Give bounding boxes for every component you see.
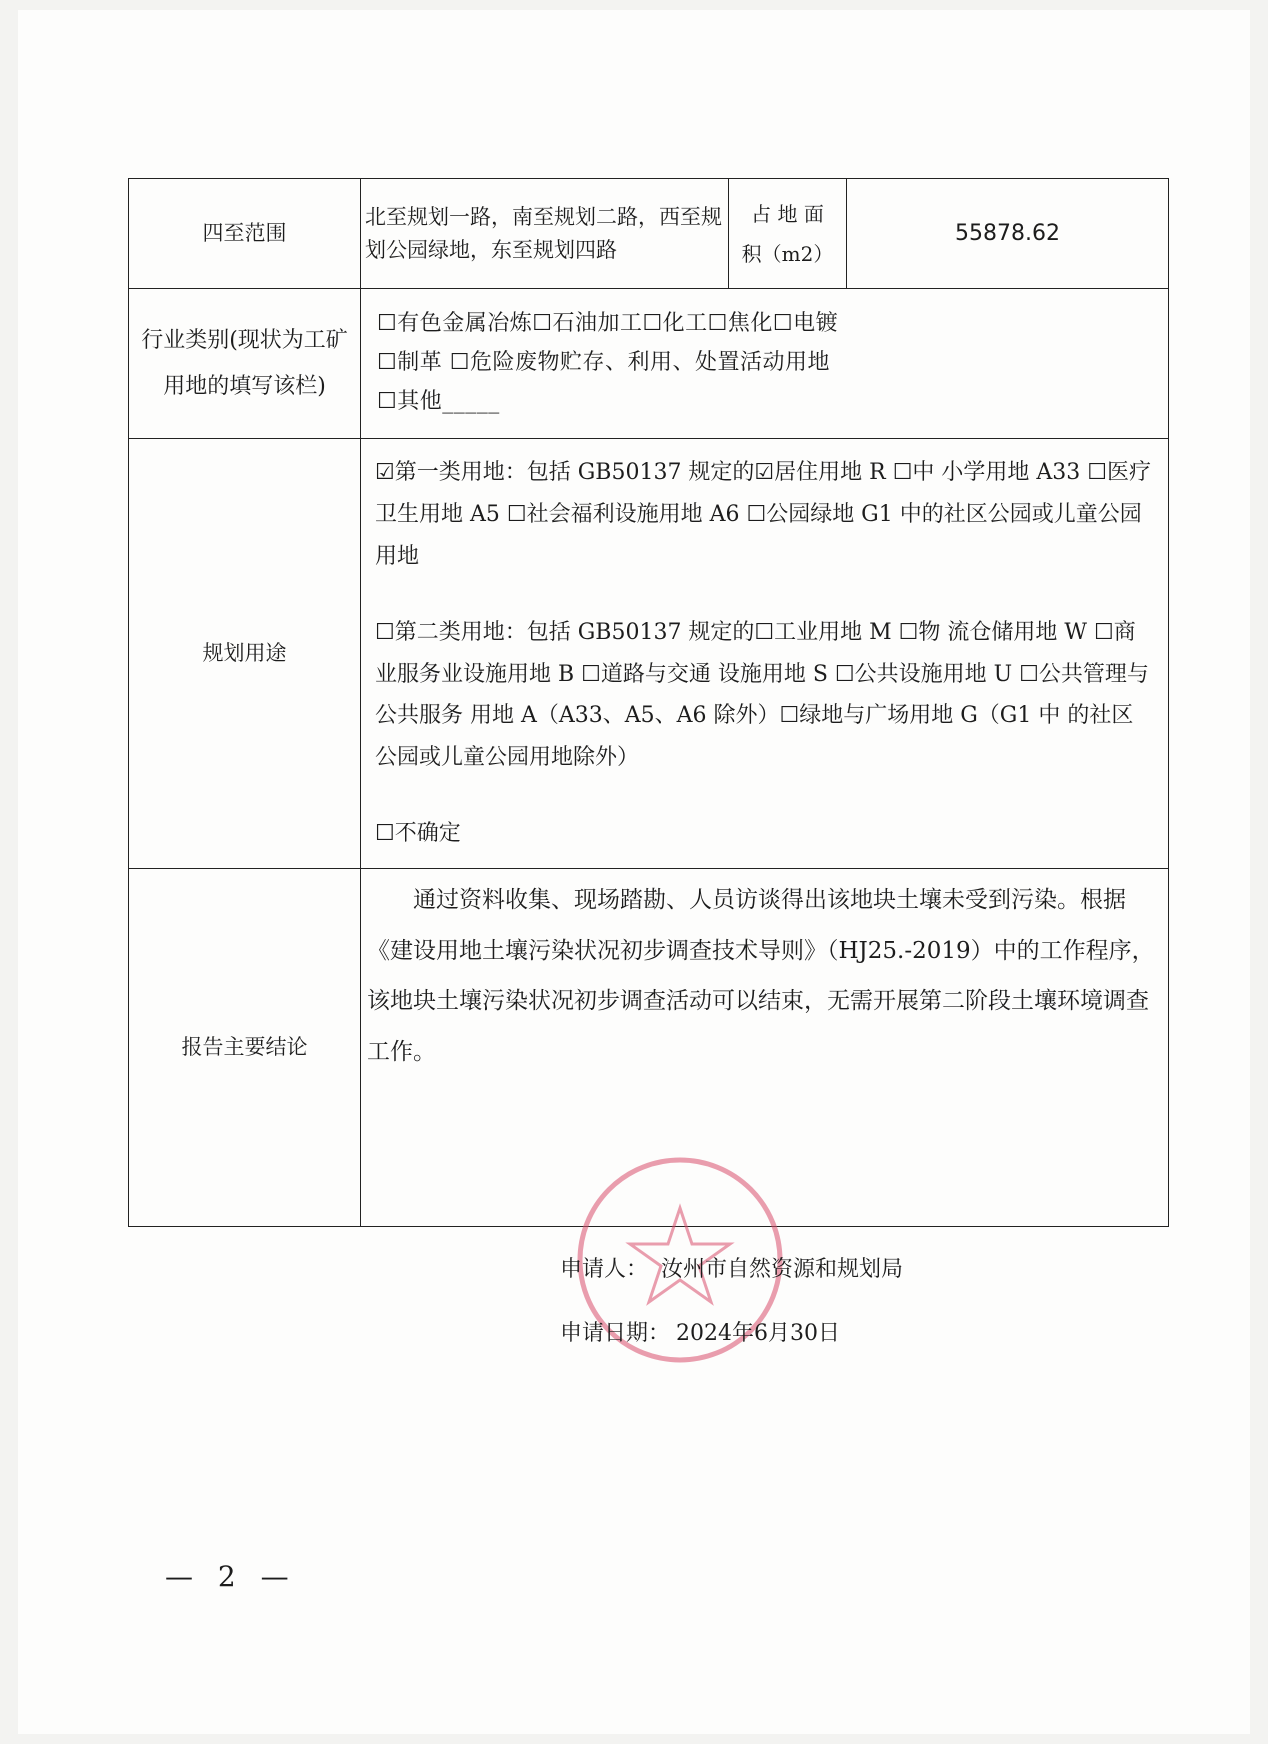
planning-options bbox=[361, 439, 1169, 869]
boundary-row bbox=[129, 179, 1169, 289]
industry-options bbox=[361, 289, 1169, 439]
planning-row bbox=[129, 439, 1169, 869]
industry-line-3: ☐其他_____ bbox=[377, 389, 500, 415]
industry-line-1: ☐有色金属冶炼☐石油加工☐化工☐焦化☐电镀 bbox=[377, 310, 839, 336]
industry-row bbox=[129, 289, 1169, 439]
planning-class-1: ☑第一类用地：包括 GB50137 规定的☑居住用地 R ☐中 小学用地 A33 ☐医疗卫生用地 A5 ☐社会福利设施用地 A6 ☐公园绿地 G1 中的社区公园或儿童公园用地 bbox=[375, 460, 1152, 569]
planning-uncertain: ☐不确定 bbox=[375, 820, 461, 846]
boundary-text: 北至规划一路，南至规划二路，西至规划公园绿地，东至规划四路 bbox=[361, 179, 729, 289]
planning-label: 规划用途 bbox=[129, 439, 361, 869]
industry-line-2: ☐制革 ☐危险废物贮存、利用、处置活动用地 bbox=[377, 349, 830, 375]
applicant-line bbox=[560, 1252, 909, 1283]
industry-label: 行业类别(现状为工矿用地的填写该栏) bbox=[129, 289, 361, 439]
planning-class-2: ☐第二类用地：包括 GB50137 规定的☐工业用地 M ☐物 流仓储用地 W ☐商业服务业设施用地 B ☐道路与交通 设施用地 S ☐公共设施用地 U ☐公共管理与公共服务 用地 A（A33、A5、A6 除外）☐绿地与广场用地 G（G1 中 的社区公园或儿童公园用地除外） bbox=[375, 619, 1149, 771]
boundary-label: 四至范围 bbox=[129, 179, 361, 289]
area-value: 55878.62 bbox=[847, 179, 1169, 289]
conclusion-paragraph: 通过资料收集、现场踏勘、人员访谈得出该地块土壤未受到污染。根据《建设用地土壤污染状况初步调查技术导则》（HJ25.-2019）中的工作程序，该地块土壤污染状况初步调查活动可以结束，无需开展第二阶段土壤环境调查工作。 bbox=[367, 887, 1155, 1065]
date-value: 2024年6月30日 bbox=[676, 1321, 840, 1346]
application-form-table bbox=[128, 178, 1169, 1227]
applicant-label: 申请人： bbox=[560, 1257, 649, 1282]
conclusion-label: 报告主要结论 bbox=[129, 869, 361, 1227]
date-label: 申请日期： bbox=[560, 1321, 671, 1346]
date-line bbox=[560, 1316, 846, 1347]
applicant-value: 汝州市自然资源和规划局 bbox=[661, 1257, 904, 1282]
area-label: 占 地 面 积（m2） bbox=[729, 179, 847, 289]
page-number: — 2 — bbox=[165, 1560, 297, 1593]
